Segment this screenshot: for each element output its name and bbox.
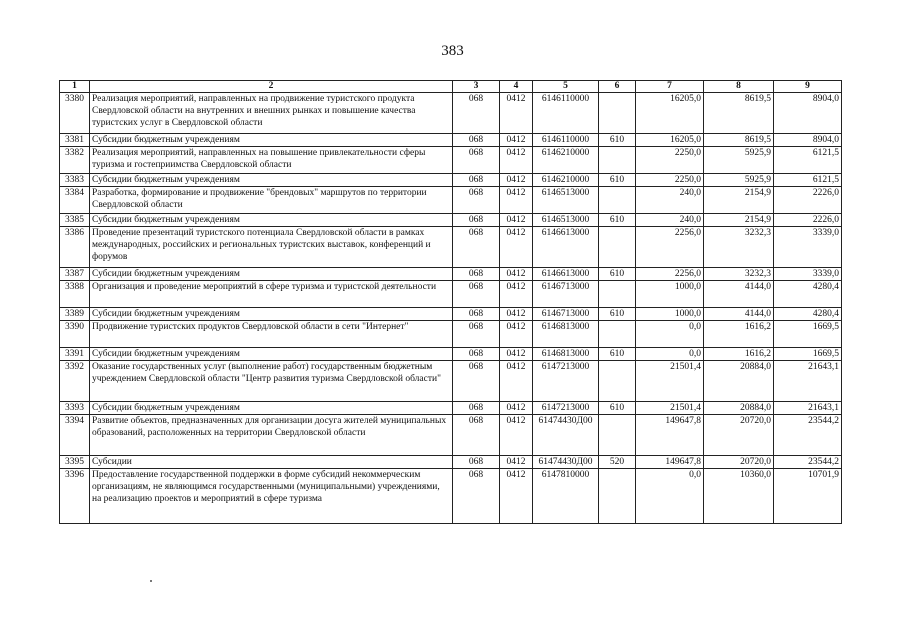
- page-number: 383: [441, 43, 464, 59]
- expense-type-code: 610: [599, 308, 636, 321]
- target-article-code: 6147810000: [533, 469, 599, 524]
- table-row: [60, 93, 842, 134]
- amount-col-9: 8904,0: [774, 93, 842, 134]
- amount-col-9: 4280,4: [774, 281, 842, 308]
- section-code: 0412: [500, 348, 533, 361]
- target-article-code: 61474430Д00: [533, 415, 599, 456]
- target-article-code: 6146513000: [533, 187, 599, 214]
- amount-col-8: 20720,0: [704, 456, 774, 469]
- section-code: 0412: [500, 227, 533, 268]
- ministry-code: 068: [453, 147, 500, 174]
- row-description: Продвижение туристских продуктов Свердловской области в сети "Интернет": [90, 321, 453, 348]
- target-article-code: 6146110000: [533, 93, 599, 134]
- amount-col-8: 3232,3: [704, 268, 774, 281]
- amount-col-8: 8619,5: [704, 93, 774, 134]
- section-code: 0412: [500, 174, 533, 187]
- target-article-code: 6146513000: [533, 214, 599, 227]
- row-number: 3390: [60, 321, 90, 348]
- section-code: 0412: [500, 308, 533, 321]
- section-code: 0412: [500, 415, 533, 456]
- section-code: 0412: [500, 361, 533, 402]
- amount-col-9: 21643,1: [774, 361, 842, 402]
- amount-col-7: 16205,0: [636, 93, 704, 134]
- amount-col-7: 240,0: [636, 214, 704, 227]
- row-description: Реализация мероприятий, направленных на продвижение туристского продукта Свердловской области на внутренних и внешних рынках и повышение качества туристских услуг в Свердловской области: [90, 93, 453, 134]
- row-description: Организация и проведение мероприятий в сфере туризма и туристской деятельности: [90, 281, 453, 308]
- amount-col-8: 5925,9: [704, 174, 774, 187]
- row-description: Субсидии бюджетным учреждениям: [90, 268, 453, 281]
- row-number: 3396: [60, 469, 90, 524]
- section-code: 0412: [500, 147, 533, 174]
- table-row: [60, 456, 842, 469]
- amount-col-8: 2154,9: [704, 214, 774, 227]
- expense-type-code: [599, 281, 636, 308]
- amount-col-8: 4144,0: [704, 281, 774, 308]
- section-code: 0412: [500, 214, 533, 227]
- expense-type-code: [599, 361, 636, 402]
- expense-type-code: 610: [599, 268, 636, 281]
- amount-col-8: 1616,2: [704, 321, 774, 348]
- expense-type-code: [599, 469, 636, 524]
- row-number: 3384: [60, 187, 90, 214]
- column-header: 4: [500, 81, 533, 93]
- table-row: [60, 348, 842, 361]
- amount-col-8: 20884,0: [704, 361, 774, 402]
- section-code: 0412: [500, 281, 533, 308]
- amount-col-7: 0,0: [636, 469, 704, 524]
- ministry-code: 068: [453, 281, 500, 308]
- row-description: Развитие объектов, предназначенных для организации досуга жителей муниципальных образований, расположенных на территории Свердловской области: [90, 415, 453, 456]
- amount-col-7: 240,0: [636, 187, 704, 214]
- row-number: 3383: [60, 174, 90, 187]
- amount-col-8: 20720,0: [704, 415, 774, 456]
- table-row: [60, 134, 842, 147]
- amount-col-7: 21501,4: [636, 361, 704, 402]
- amount-col-9: 8904,0: [774, 134, 842, 147]
- amount-col-9: 10701,9: [774, 469, 842, 524]
- amount-col-9: 2226,0: [774, 214, 842, 227]
- expense-type-code: 610: [599, 134, 636, 147]
- ministry-code: 068: [453, 415, 500, 456]
- section-code: 0412: [500, 134, 533, 147]
- amount-col-7: 149647,8: [636, 415, 704, 456]
- table-row: [60, 361, 842, 402]
- amount-col-7: 1000,0: [636, 281, 704, 308]
- amount-col-7: 1000,0: [636, 308, 704, 321]
- amount-col-7: 2256,0: [636, 268, 704, 281]
- amount-col-8: 8619,5: [704, 134, 774, 147]
- target-article-code: 6146713000: [533, 308, 599, 321]
- row-number: 3385: [60, 214, 90, 227]
- expense-type-code: 610: [599, 348, 636, 361]
- ministry-code: 068: [453, 348, 500, 361]
- row-number: 3389: [60, 308, 90, 321]
- section-code: 0412: [500, 187, 533, 214]
- amount-col-7: 0,0: [636, 321, 704, 348]
- row-description: Субсидии бюджетным учреждениям: [90, 308, 453, 321]
- table-row: [60, 321, 842, 348]
- expense-type-code: 610: [599, 402, 636, 415]
- expense-type-code: [599, 227, 636, 268]
- target-article-code: 6146110000: [533, 134, 599, 147]
- target-article-code: 6146713000: [533, 281, 599, 308]
- ministry-code: 068: [453, 174, 500, 187]
- amount-col-8: 4144,0: [704, 308, 774, 321]
- table-row: [60, 174, 842, 187]
- row-number: 3392: [60, 361, 90, 402]
- scan-speck: [150, 580, 152, 582]
- column-header: 5: [533, 81, 599, 93]
- row-description: Субсидии: [90, 456, 453, 469]
- section-code: 0412: [500, 321, 533, 348]
- table-row: [60, 187, 842, 214]
- target-article-code: 6146613000: [533, 227, 599, 268]
- amount-col-8: 20884,0: [704, 402, 774, 415]
- target-article-code: 6147213000: [533, 402, 599, 415]
- amount-col-7: 2250,0: [636, 174, 704, 187]
- table-row: [60, 268, 842, 281]
- row-number: 3382: [60, 147, 90, 174]
- ministry-code: 068: [453, 227, 500, 268]
- row-number: 3395: [60, 456, 90, 469]
- ministry-code: 068: [453, 361, 500, 402]
- row-number: 3380: [60, 93, 90, 134]
- row-description: Субсидии бюджетным учреждениям: [90, 214, 453, 227]
- ministry-code: 068: [453, 402, 500, 415]
- row-number: 3388: [60, 281, 90, 308]
- section-code: 0412: [500, 93, 533, 134]
- expense-type-code: [599, 147, 636, 174]
- amount-col-8: 1616,2: [704, 348, 774, 361]
- column-header: 3: [453, 81, 500, 93]
- row-number: 3381: [60, 134, 90, 147]
- amount-col-9: 3339,0: [774, 268, 842, 281]
- amount-col-9: 6121,5: [774, 174, 842, 187]
- table-row: [60, 415, 842, 456]
- expense-type-code: [599, 321, 636, 348]
- amount-col-8: 3232,3: [704, 227, 774, 268]
- target-article-code: 6146813000: [533, 321, 599, 348]
- expense-type-code: 610: [599, 214, 636, 227]
- column-header: 7: [636, 81, 704, 93]
- ministry-code: 068: [453, 268, 500, 281]
- amount-col-8: 10360,0: [704, 469, 774, 524]
- amount-col-9: 21643,1: [774, 402, 842, 415]
- ministry-code: 068: [453, 321, 500, 348]
- amount-col-9: 6121,5: [774, 147, 842, 174]
- target-article-code: 6146613000: [533, 268, 599, 281]
- row-description: Субсидии бюджетным учреждениям: [90, 348, 453, 361]
- header-row: [60, 81, 842, 93]
- target-article-code: 6146210000: [533, 147, 599, 174]
- row-description: Субсидии бюджетным учреждениям: [90, 134, 453, 147]
- target-article-code: 6146210000: [533, 174, 599, 187]
- amount-col-7: 21501,4: [636, 402, 704, 415]
- section-code: 0412: [500, 469, 533, 524]
- amount-col-9: 23544,2: [774, 456, 842, 469]
- section-code: 0412: [500, 456, 533, 469]
- expense-type-code: [599, 415, 636, 456]
- row-description: Предоставление государственной поддержки в форме субсидий некоммерческим организациям, не являющимся государственными (муниципальными) учреждениями, на реализацию проектов и мероприятий в сфере туризма: [90, 469, 453, 524]
- amount-col-7: 2256,0: [636, 227, 704, 268]
- ministry-code: 068: [453, 308, 500, 321]
- amount-col-9: 1669,5: [774, 321, 842, 348]
- ministry-code: 068: [453, 187, 500, 214]
- row-description: Проведение презентаций туристского потенциала Свердловской области в рамках международных, российских и региональных туристских выставок, конференций и форумов: [90, 227, 453, 268]
- budget-table: [59, 80, 842, 524]
- ministry-code: 068: [453, 134, 500, 147]
- amount-col-7: 0,0: [636, 348, 704, 361]
- column-header: 6: [599, 81, 636, 93]
- amount-col-9: 4280,4: [774, 308, 842, 321]
- column-header: 9: [774, 81, 842, 93]
- target-article-code: 61474430Д00: [533, 456, 599, 469]
- amount-col-7: 2250,0: [636, 147, 704, 174]
- amount-col-9: 3339,0: [774, 227, 842, 268]
- row-number: 3386: [60, 227, 90, 268]
- expense-type-code: [599, 187, 636, 214]
- column-header: 1: [60, 81, 90, 93]
- amount-col-9: 1669,5: [774, 348, 842, 361]
- amount-col-9: 23544,2: [774, 415, 842, 456]
- table-row: [60, 147, 842, 174]
- ministry-code: 068: [453, 456, 500, 469]
- row-number: 3393: [60, 402, 90, 415]
- table-row: [60, 469, 842, 524]
- amount-col-7: 149647,8: [636, 456, 704, 469]
- amount-col-9: 2226,0: [774, 187, 842, 214]
- amount-col-8: 2154,9: [704, 187, 774, 214]
- section-code: 0412: [500, 402, 533, 415]
- row-description: Субсидии бюджетным учреждениям: [90, 402, 453, 415]
- row-number: 3387: [60, 268, 90, 281]
- ministry-code: 068: [453, 469, 500, 524]
- table-row: [60, 402, 842, 415]
- table-row: [60, 227, 842, 268]
- row-description: Субсидии бюджетным учреждениям: [90, 174, 453, 187]
- expense-type-code: 520: [599, 456, 636, 469]
- expense-type-code: [599, 93, 636, 134]
- target-article-code: 6147213000: [533, 361, 599, 402]
- row-description: Реализация мероприятий, направленных на повышение привлекательности сферы туризма и гостеприимства Свердловской области: [90, 147, 453, 174]
- table-row: [60, 281, 842, 308]
- expense-type-code: 610: [599, 174, 636, 187]
- row-description: Разработка, формирование и продвижение "брендовых" маршрутов по территории Свердловской области: [90, 187, 453, 214]
- ministry-code: 068: [453, 214, 500, 227]
- target-article-code: 6146813000: [533, 348, 599, 361]
- section-code: 0412: [500, 268, 533, 281]
- amount-col-8: 5925,9: [704, 147, 774, 174]
- table-row: [60, 214, 842, 227]
- row-description: Оказание государственных услуг (выполнение работ) государственным бюджетным учреждением Свердловской области "Центр развития туризма Свердловской области": [90, 361, 453, 402]
- table-row: [60, 308, 842, 321]
- ministry-code: 068: [453, 93, 500, 134]
- row-number: 3391: [60, 348, 90, 361]
- row-number: 3394: [60, 415, 90, 456]
- column-header: 2: [90, 81, 453, 93]
- column-header: 8: [704, 81, 774, 93]
- amount-col-7: 16205,0: [636, 134, 704, 147]
